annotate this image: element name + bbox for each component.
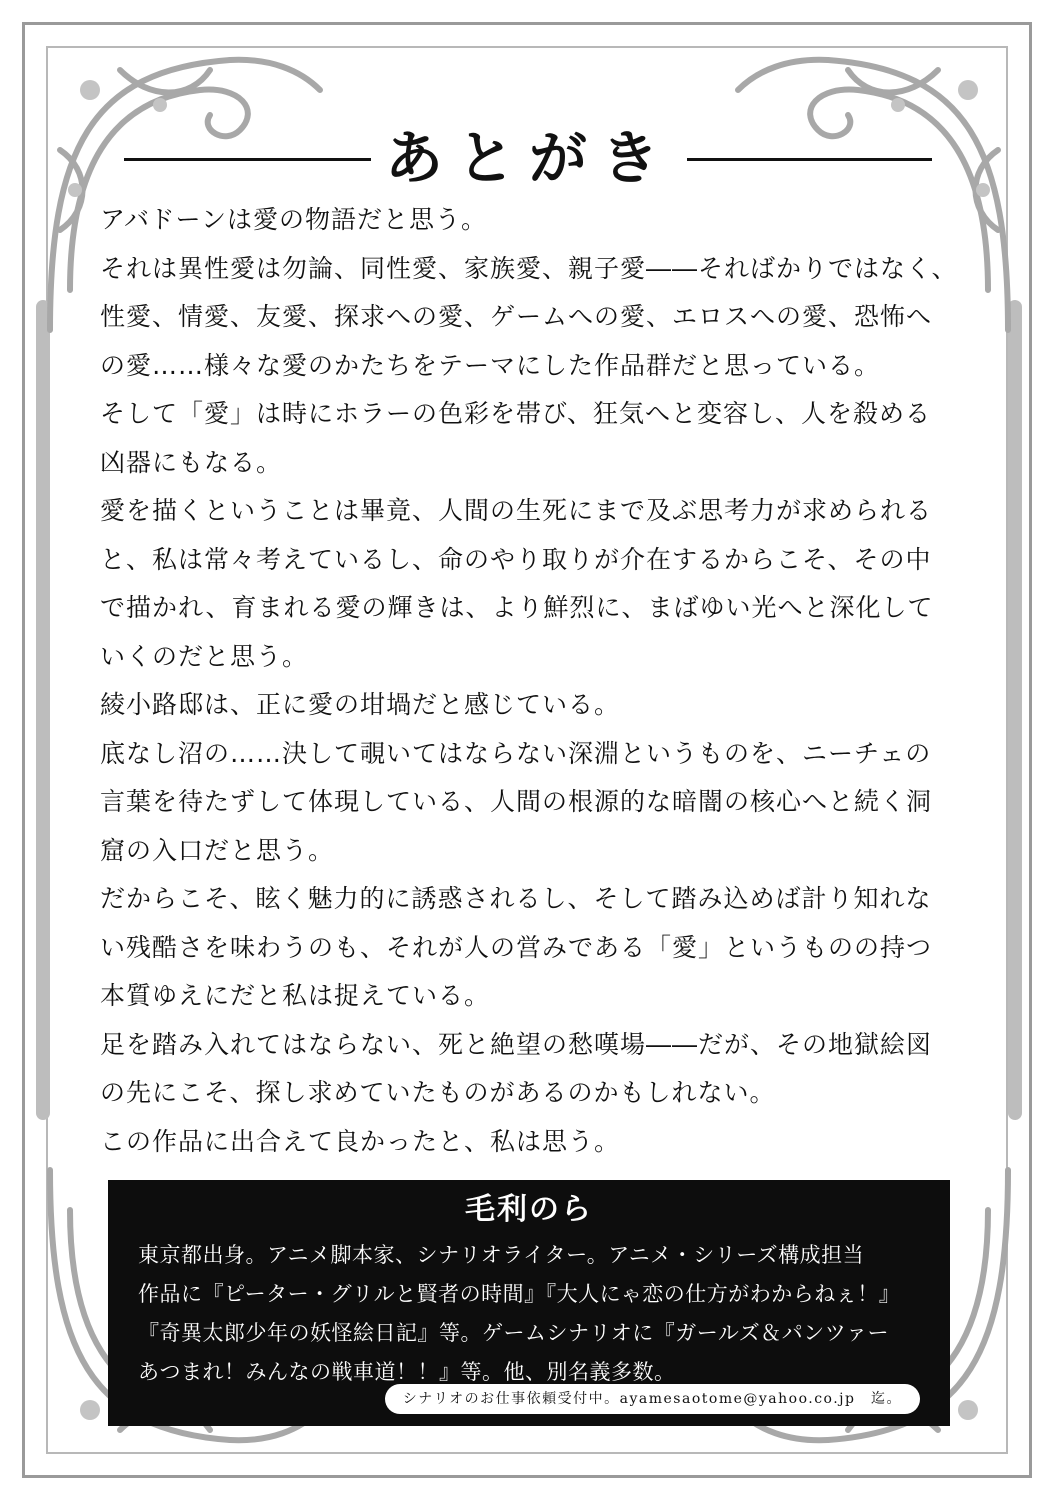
body-line: いくのだと思う。	[100, 641, 309, 671]
body-line: 言葉を待たずして体現している、人間の根源的な暗闇の核心へと続く洞	[100, 787, 933, 816]
body-line: で描かれ、育まれる愛の輝きは、より鮮烈に、まばゆい光へと深化して	[100, 593, 934, 622]
body-line: 窟の入口だと思う。	[100, 835, 335, 865]
author-name: 毛利のら	[465, 1192, 593, 1227]
page-title-text: あとがき	[371, 124, 687, 192]
body-line: それは異性愛は勿論、同性愛、家族愛、親子愛――そればかりではなく、	[100, 253, 958, 283]
body-line: そして「愛」は時にホラーの色彩を帯び、狂気へと変容し、人を殺める	[100, 399, 932, 428]
body-line: この作品に出合えて良かったと、私は思う。	[100, 1126, 621, 1156]
body-line: 愛を描くということは畢竟、人間の生死にまで及ぶ思考力が求められる	[100, 496, 933, 525]
author-description-line: あつまれ！みんなの戦車道！！』等。他、別名義多数。	[138, 1360, 676, 1384]
body-line: アバドーンは愛の物語だと思う。	[100, 205, 488, 234]
body-line: の愛……様々な愛のかたちをテーマにした作品群だと思っている。	[100, 350, 881, 380]
author-description	[138, 1236, 928, 1392]
body-line: 本質ゆえにだと私は捉えている。	[100, 981, 491, 1010]
author-contact-notice: シナリオのお仕事依頼受付中。ayamesaotome@yahoo.co.jp 迄。	[385, 1384, 920, 1414]
author-description-line: 作品に『ピーター・グリルと賢者の時間』『大人にゃ恋の仕方がわからねぇ！』	[138, 1282, 901, 1306]
body-line: 凶器にもなる。	[100, 447, 283, 477]
body-line: だからこそ、眩く魅力的に誘惑されるし、そして踏み込めば計り知れな	[100, 884, 932, 913]
body-line: 底なし沼の……決して覗いてはならない深淵というものを、ニーチェの	[100, 738, 932, 768]
author-description-line: 『奇異太郎少年の妖怪絵日記』等。ゲームシナリオに『ガールズ＆パンツァー	[138, 1321, 890, 1345]
body-line: い残酷さを味わうのも、それが人の営みである「愛」というものの持つ	[100, 932, 933, 962]
author-description-line: 東京都出身。アニメ脚本家、シナリオライター。アニメ・シリーズ構成担当	[138, 1243, 865, 1267]
page-title	[0, 118, 1058, 198]
body-line: 足を踏み入れてはならない、死と絶望の愁嘆場――だが、その地獄絵図	[100, 1029, 933, 1059]
left-frame-rail	[36, 300, 50, 1120]
body-line: と、私は常々考えているし、命のやり取りが介在するからこそ、その中	[100, 544, 932, 574]
body-line: 綾小路邸は、正に愛の坩堝だと感じている。	[100, 690, 621, 719]
afterword-body	[100, 196, 980, 1166]
author-profile-box	[108, 1180, 950, 1426]
body-line: の先にこそ、探し求めていたものがあるのかもしれない。	[100, 1078, 776, 1107]
body-line: 性愛、情愛、友愛、探求への愛、ゲームへの愛、エロスへの愛、恐怖へ	[100, 302, 933, 331]
right-frame-rail	[1008, 300, 1022, 1120]
